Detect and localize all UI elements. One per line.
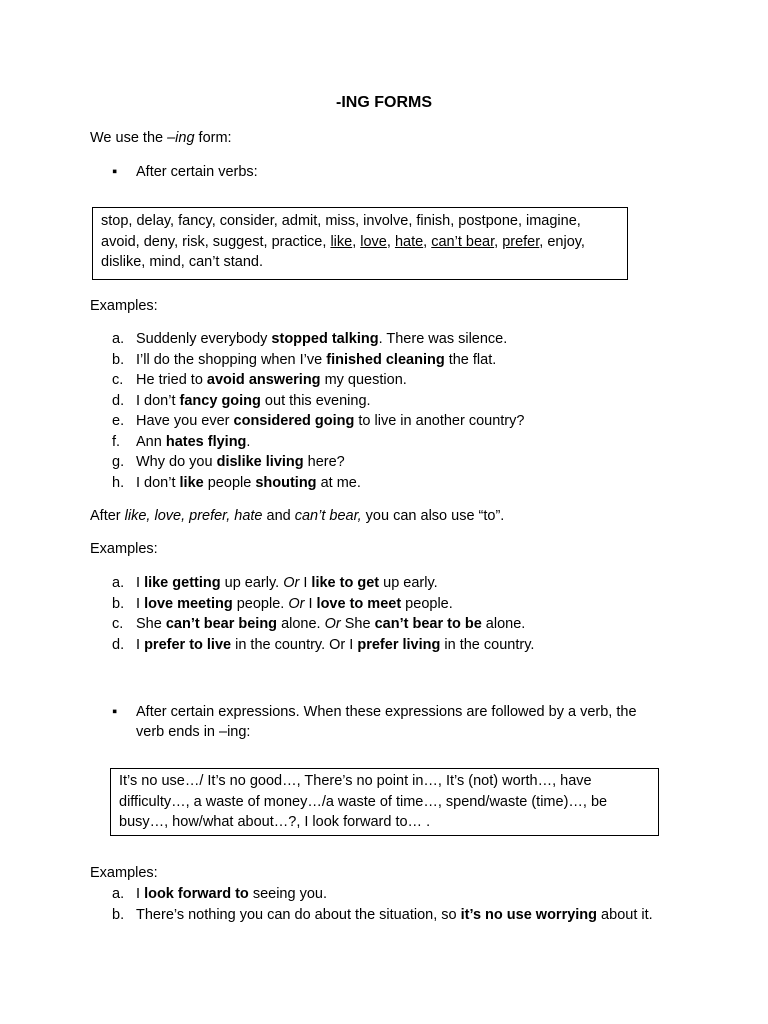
bullet-marker: ▪ <box>112 164 118 180</box>
item-mid: people <box>203 474 256 491</box>
item-post: to live in another country? <box>354 413 525 429</box>
page-title: -ING FORMS <box>336 94 432 111</box>
item-bold-2: shouting <box>255 474 317 491</box>
item-bold: stopped talking <box>271 331 379 347</box>
item-text <box>136 614 525 635</box>
item-text <box>136 635 534 656</box>
verb-list-box <box>92 207 628 280</box>
expression-line-1: It’s no use…/ It’s no good…, There’s no point in…, It’s (not) worth…, have <box>119 773 592 789</box>
item-pre: I’ll do the shopping when I’ve <box>136 351 327 368</box>
item-text <box>136 905 653 926</box>
item-label: c. <box>112 616 124 632</box>
item-bold: dislike living <box>216 454 304 470</box>
underlined-prefer: prefer <box>502 233 540 250</box>
item-text <box>136 411 524 432</box>
item-bold: considered going <box>233 413 355 429</box>
item-bold: love meeting <box>144 595 233 612</box>
item-label: g. <box>112 454 125 470</box>
item-label: e. <box>112 413 125 429</box>
item-post: my question. <box>320 372 407 388</box>
examples-heading-1: Examples: <box>90 298 158 314</box>
item-text <box>136 573 438 594</box>
underlined-hate: hate <box>394 233 424 250</box>
item-bold: fancy going <box>179 392 261 409</box>
item-part: I <box>136 575 145 591</box>
item-text <box>136 473 361 494</box>
expression-line-3: busy…, how/what about…?, I look forward to… . <box>119 814 431 830</box>
item-label: b. <box>112 595 125 612</box>
item-bold: like to get <box>311 575 380 591</box>
item-bold: look forward to <box>144 886 249 902</box>
underlined-love: love <box>360 233 387 250</box>
item-bold: can’t bear to be <box>374 616 482 632</box>
item-label: d. <box>112 392 125 409</box>
bullet-after-expressions <box>136 702 676 742</box>
item-post: . There was silence. <box>378 331 508 347</box>
item-part: I <box>304 595 317 612</box>
item-text <box>136 594 453 615</box>
item-pre: Suddenly everybody <box>136 331 272 347</box>
item-label: a. <box>112 575 125 591</box>
separator: , <box>352 233 361 250</box>
bullet-marker: ▪ <box>112 704 118 720</box>
item-pre: There’s nothing you can do about the situation, so <box>136 906 461 923</box>
item-post: the flat. <box>444 351 497 368</box>
verb-list-text-end: , enjoy, <box>539 233 585 250</box>
item-text <box>136 370 407 391</box>
bullet-after-verbs: After certain verbs: <box>136 164 258 180</box>
item-post: about it. <box>597 906 653 923</box>
item-italic: Or <box>288 595 305 612</box>
item-bold: like getting <box>144 575 221 591</box>
note-text: After <box>90 508 125 524</box>
item-part: in the country. <box>440 636 535 653</box>
examples-heading-2: Examples: <box>90 541 158 557</box>
item-pre: I don’t <box>136 474 180 491</box>
item-text <box>136 884 327 905</box>
underlined-cant-bear: can’t bear <box>431 233 495 250</box>
item-part: I <box>136 636 145 653</box>
separator: , <box>386 233 395 250</box>
bullet-line-1: After certain expressions. When these expressions are followed by a verb, the <box>136 704 637 720</box>
item-bold: hates flying <box>165 433 247 450</box>
item-part: in the country. Or I <box>231 636 358 653</box>
item-label: d. <box>112 636 125 653</box>
verb-list-text: avoid, deny, risk, suggest, practice, <box>101 233 331 250</box>
verb-list-line-3: dislike, mind, can’t stand. <box>101 254 263 270</box>
item-text <box>136 391 371 412</box>
item-part: up early. <box>220 575 284 591</box>
item-post: here? <box>303 454 345 470</box>
item-bold: prefer living <box>357 636 441 653</box>
examples-heading-3: Examples: <box>90 865 158 881</box>
item-pre: Have you ever <box>136 413 234 429</box>
note-text: and <box>262 508 295 524</box>
item-pre: I don’t <box>136 392 180 409</box>
note-text: you can also use “to”. <box>361 508 505 524</box>
after-note <box>90 506 504 526</box>
separator: , <box>423 233 432 250</box>
item-part: alone. <box>277 616 325 632</box>
item-post: seeing you. <box>248 886 327 902</box>
item-bold: can’t bear being <box>165 616 278 632</box>
item-part: She <box>340 616 375 632</box>
item-bold: prefer to live <box>144 636 232 653</box>
item-bold: like <box>179 474 204 491</box>
item-label: b. <box>112 906 125 923</box>
item-pre: Why do you <box>136 454 217 470</box>
item-text <box>136 452 345 473</box>
intro-text-end: form: <box>194 130 232 146</box>
item-part: people. <box>401 595 453 612</box>
underlined-like: like <box>330 233 353 250</box>
note-italic: can’t bear, <box>294 508 362 524</box>
item-pre: I <box>136 886 145 902</box>
note-italic: like, love, prefer, hate <box>124 508 263 524</box>
separator: , <box>494 233 503 250</box>
item-text <box>136 329 507 350</box>
item-pre: He tried to <box>136 372 207 388</box>
item-text <box>136 432 250 453</box>
item-label: c. <box>112 372 124 388</box>
item-italic: Or <box>324 616 341 632</box>
item-bold: it’s no use worrying <box>460 906 598 923</box>
item-post: at me. <box>316 474 361 491</box>
item-bold: finished cleaning <box>326 351 445 368</box>
item-label: h. <box>112 474 125 491</box>
item-post: . <box>246 433 251 450</box>
item-label: a. <box>112 886 125 902</box>
item-part: She <box>136 616 166 632</box>
verb-list-line-2 <box>101 232 619 253</box>
intro-italic: –ing <box>167 130 195 146</box>
intro-text: We use the <box>90 130 168 146</box>
item-label: b. <box>112 351 125 368</box>
item-label: a. <box>112 331 125 347</box>
item-part: people. <box>232 595 289 612</box>
item-part: alone. <box>481 616 526 632</box>
intro-paragraph <box>90 128 232 148</box>
item-post: out this evening. <box>260 392 371 409</box>
bullet-line-2: verb ends in –ing: <box>136 724 251 740</box>
item-bold: avoid answering <box>206 372 321 388</box>
item-part: I <box>136 595 145 612</box>
item-text <box>136 350 496 371</box>
expression-line-2: difficulty…, a waste of money…/a waste of time…, spend/waste (time)…, be <box>119 793 608 810</box>
verb-list-line-1: stop, delay, fancy, consider, admit, miss, involve, finish, postpone, imagine, <box>101 213 581 229</box>
item-pre: Ann <box>136 433 166 450</box>
expression-list-box <box>110 768 659 836</box>
item-part: I <box>299 575 312 591</box>
item-label: f. <box>112 433 121 450</box>
item-italic: Or <box>283 575 300 591</box>
item-bold: love to meet <box>316 595 402 612</box>
item-part: up early. <box>379 575 438 591</box>
